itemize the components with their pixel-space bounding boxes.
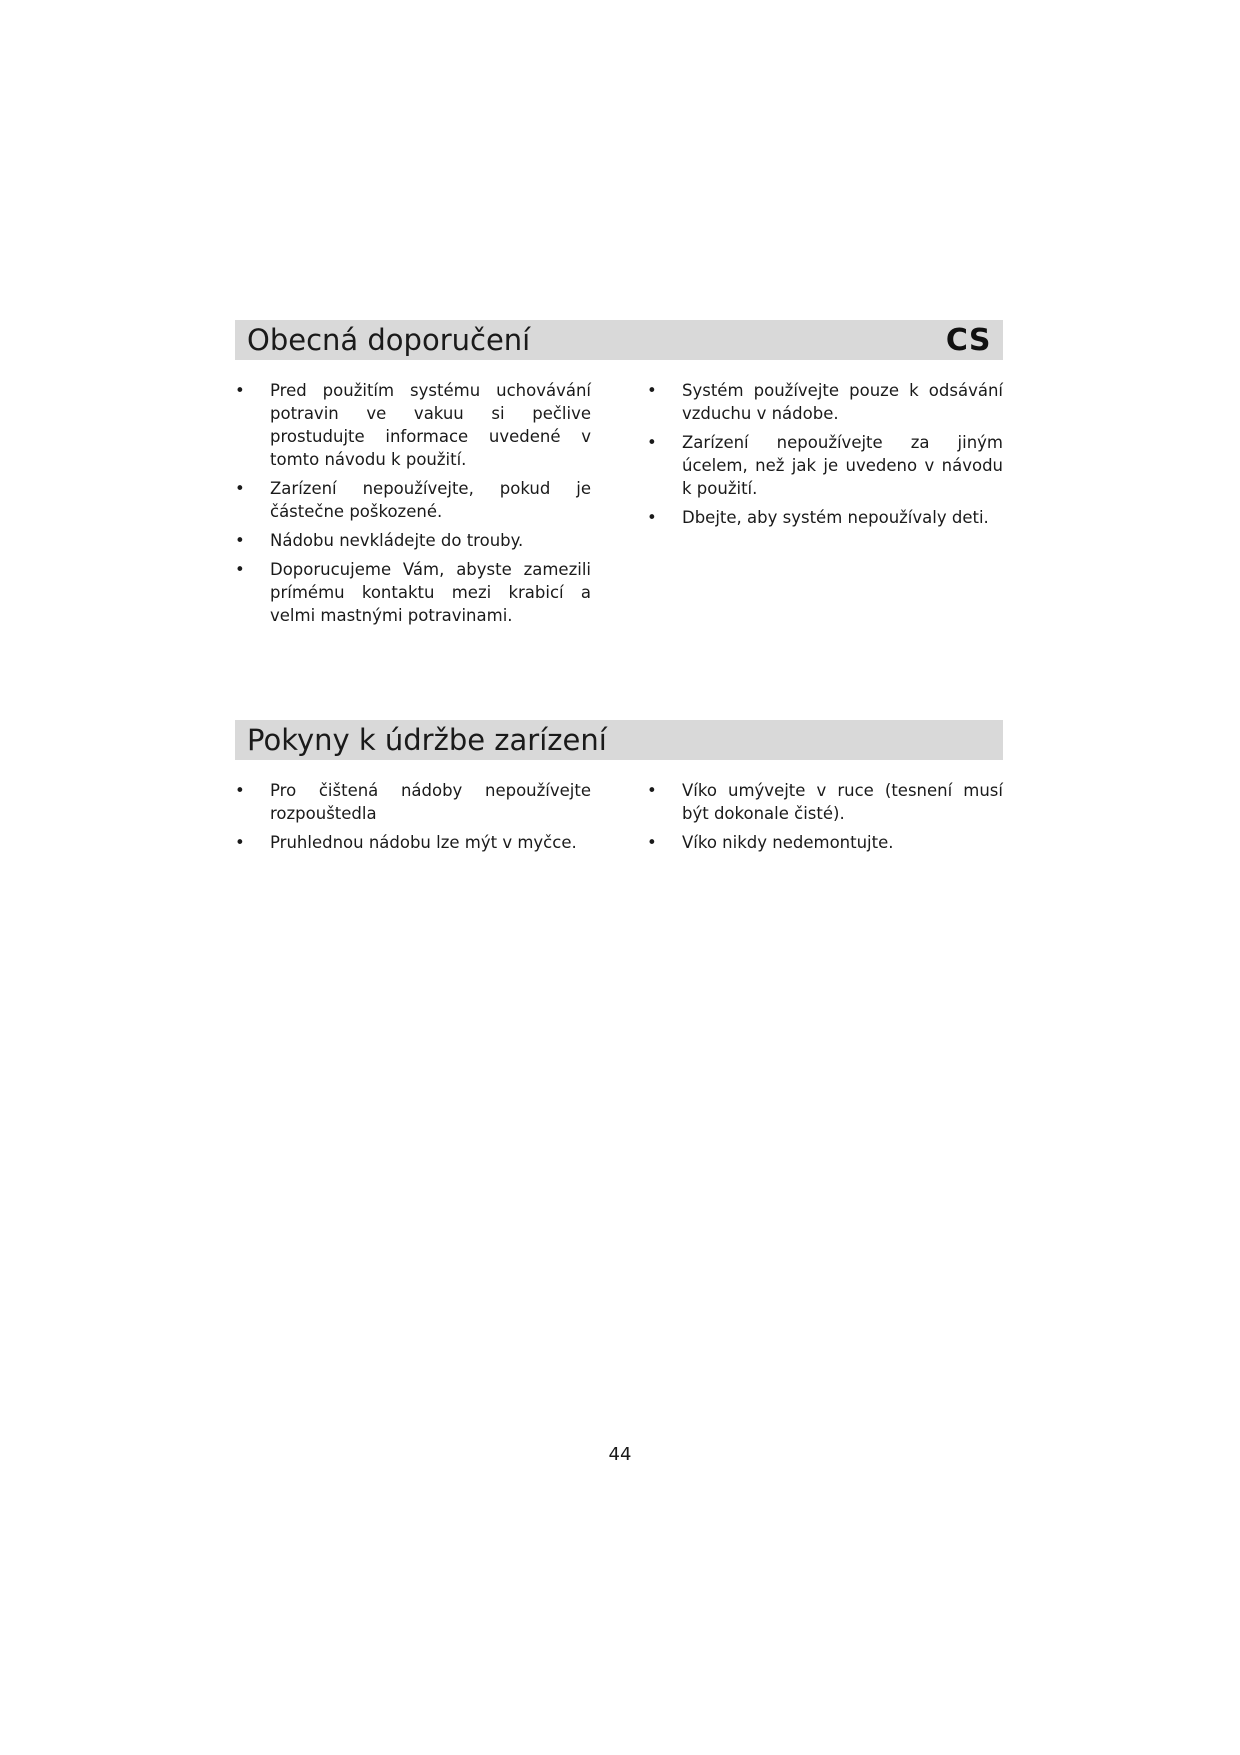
list-item: • Systém používejte pouze k odsávání vzduchu v nádobe. [647,381,1003,423]
general-left-column [235,379,591,633]
list-item: • Nádobu nevkládejte do trouby. [235,531,524,550]
bullet-icon: • [235,381,245,400]
list-item: • Víko umývejte v ruce (tesnení musí být dokonale čisté). [647,781,1003,823]
bullet-icon: • [647,833,657,852]
bullet-icon: • [235,479,245,498]
maintenance-right-column [647,779,1003,860]
list-item: • Pred použitím systému uchovávání potravin ve vakuu si pečlive prostudujte informace uvedené v tomto návodu k použití. [235,381,591,469]
section-header-maintenance [235,720,1003,760]
bullet-icon: • [235,781,245,800]
bullet-icon: • [647,433,657,452]
list-item: • Doporucujeme Vám, abyste zamezili prímému kontaktu mezi krabicí a velmi mastnými potravinami. [235,560,591,625]
language-code: CS [945,322,991,358]
bullet-icon: • [647,508,657,527]
maintenance-left-column [235,779,591,860]
list-item: • Pro čištená nádoby nepoužívejte rozpouštedla [235,781,591,823]
page-number: 44 [608,1444,632,1465]
list-item: • Zarízení nepoužívejte, pokud je částečne poškozené. [235,479,591,521]
section-title: Obecná doporučení [247,323,531,357]
bullet-icon: • [235,560,245,579]
general-right-column [647,379,1003,535]
bullet-icon: • [235,833,245,852]
list-item: • Víko nikdy nedemontujte. [647,833,894,852]
list-item: • Dbejte, aby systém nepoužívaly deti. [647,508,989,527]
list-item: • Pruhlednou nádobu lze mýt v myčce. [235,833,577,852]
section-title: Pokyny k údržbe zarízení [247,723,607,757]
bullet-icon: • [235,531,245,550]
section-header-general [235,320,1003,360]
list-item: • Zarízení nepoužívejte za jiným úcelem, než jak je uvedeno v návodu k použití. [647,433,1003,498]
bullet-icon: • [647,381,657,400]
bullet-icon: • [647,781,657,800]
